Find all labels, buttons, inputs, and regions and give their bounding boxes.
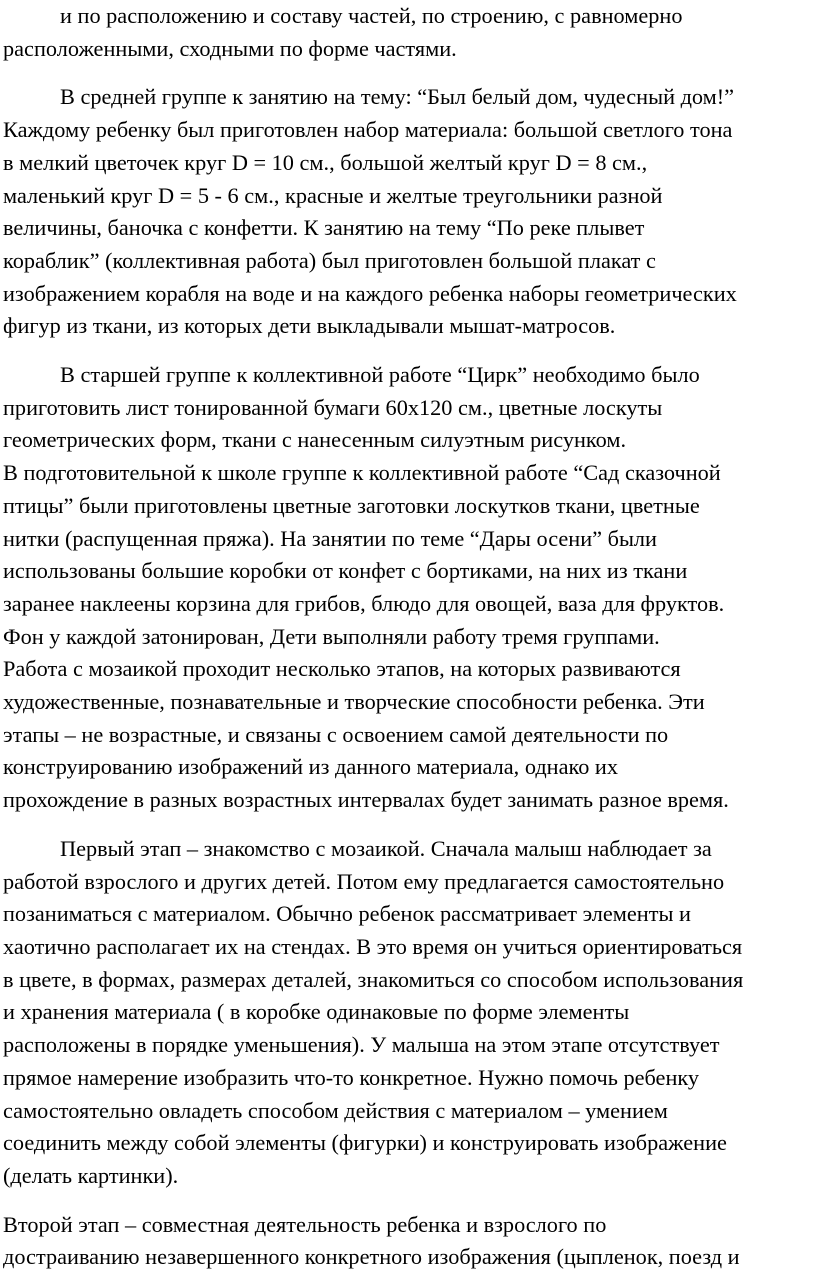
text-line: и хранения материала ( в коробке одинаковые по форме элементы: [3, 999, 630, 1025]
paragraph-continuation: [3, 0, 815, 65]
text-line: самостоятельно овладеть способом действия с материалом – умением: [3, 1097, 668, 1123]
text-line: (делать картинки).: [3, 1162, 179, 1188]
text-line: В средней группе к занятию на тему: “Был белый дом, чудесный дом!”: [60, 84, 735, 110]
text-line: расположенными, сходными по форме частями.: [3, 35, 457, 61]
text-line: использованы большие коробки от конфет с бортиками, на них из ткани: [3, 558, 688, 584]
text-line: в мелкий цветочек круг D = 10 см., большой желтый круг D = 8 см.,: [3, 149, 648, 175]
text-line: геометрических форм, ткани с нанесенным силуэтным рисунком.: [3, 427, 627, 453]
text-line: Работа с мозаикой проходит несколько этапов, на которых развиваются: [3, 656, 681, 682]
text-line: и по расположению и составу частей, по строению, с равномерно: [60, 3, 683, 28]
text-line: Второй этап – совместная деятельность ребенка и взрослого по: [3, 1211, 607, 1237]
text-line: в цвете, в формах, размерах деталей, знакомиться со способом использования: [3, 966, 744, 992]
text-line: кораблик” (коллективная работа) был приготовлен большой плакат с: [3, 247, 656, 273]
text-line: этапы – не возрастные, и связаны с освоением самой деятельности по: [3, 721, 669, 747]
text-line: хаотично располагает их на стендах. В это время он учиться ориентироваться: [3, 933, 743, 959]
text-line: нитки (распущенная пряжа). На занятии по теме “Дары осени” были: [3, 525, 657, 551]
text-line: Фон у каждой затонирован, Дети выполняли работу тремя группами.: [3, 623, 660, 649]
text-line: художественные, познавательные и творческие способности ребенка. Эти: [3, 689, 705, 715]
paragraph-gap: [3, 817, 815, 833]
paragraph-gap: [3, 65, 815, 81]
text-line: В старшей группе к коллективной работе “Цирк” необходимо было: [60, 362, 700, 388]
text-line: маленький круг D = 5 - 6 см., красные и желтые треугольники разной: [3, 182, 663, 208]
paragraph-second-stage: [3, 1209, 815, 1274]
paragraph-gap: [3, 1193, 815, 1209]
text-line: прохождение в разных возрастных интервалах будет занимать разное время.: [3, 787, 729, 813]
text-line: Каждому ребенку был приготовлен набор материала: большой светлого тона: [3, 117, 733, 143]
text-line: В подготовительной к школе группе к коллективной работе “Сад сказочной: [3, 460, 721, 486]
text-line: прямое намерение изобразить что-то конкретное. Нужно помочь ребенку: [3, 1064, 700, 1090]
text-line: конструированию изображений из данного материала, однако их: [3, 754, 619, 780]
paragraph-middle-group: [3, 81, 815, 343]
text-line: изображением корабля на воде и на каждого ребенка наборы геометрических: [3, 280, 737, 306]
paragraph-gap: [3, 343, 815, 359]
document-page: [3, 0, 815, 1274]
paragraph-senior-group: [3, 359, 815, 817]
text-line: величины, баночка с конфетти. К занятию на тему “По реке плывет: [3, 215, 645, 241]
text-line: приготовить лист тонированной бумаги 60х120 см., цветные лоскуты: [3, 394, 663, 420]
text-line: достраиванию незавершенного конкретного изображения (цыпленок, поезд и: [3, 1244, 740, 1270]
text-line: работой взрослого и других детей. Потом ему предлагается самостоятельно: [3, 868, 725, 894]
text-line: расположены в порядке уменьшения). У малыша на этом этапе отсутствует: [3, 1032, 720, 1058]
text-line: фигур из ткани, из которых дети выкладывали мышат-матросов.: [3, 313, 616, 339]
text-line: заранее наклеены корзина для грибов, блюдо для овощей, ваза для фруктов.: [3, 590, 725, 616]
text-line: птицы” были приготовлены цветные заготовки лоскутков ткани, цветные: [3, 492, 700, 518]
text-line: позаниматься с материалом. Обычно ребенок рассматривает элементы и: [3, 901, 691, 927]
paragraph-first-stage: [3, 833, 815, 1193]
text-line: соединить между собой элементы (фигурки) и конструировать изображение: [3, 1130, 727, 1156]
text-line: Первый этап – знакомство с мозаикой. Сначала малыш наблюдает за: [60, 835, 712, 861]
